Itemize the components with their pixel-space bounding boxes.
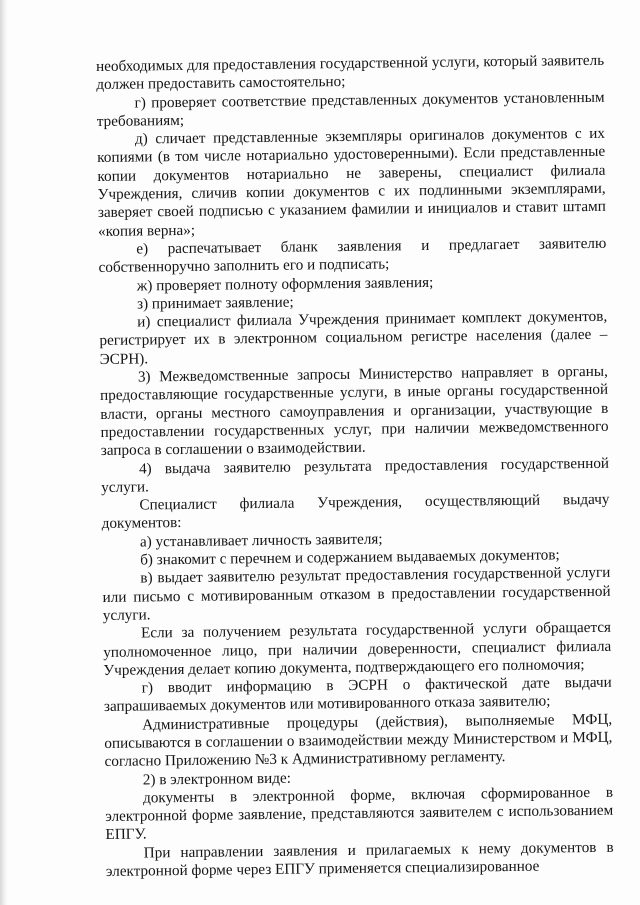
paragraph: в) выдает заявителю результат предоставления государственной услуги или письмо с мотивированным отказом в предоставлении государственной услуги. [102,564,611,624]
paragraph: Специалист филиала Учреждения, осуществляющий выдачу документов: [101,490,610,533]
paragraph: документы в электронной форме, включая сформированное в электронной форме заявление, представляются заявителем с использованием ЕПГУ. [105,783,614,844]
paragraph: е) распечатывает бланк заявления и предлагает заявителю собственноручно заполнить его и подписать; [98,234,607,277]
paragraph: 4) выдача заявителю результата предоставления государственной услуги. [101,454,610,496]
scan-edge-shadow [0,0,8,905]
paragraph: 3) Межведомственные запросы Министерство направляет в органы, предоставляющие государственные услуги, в иные органы государственной власти, органы местного самоуправления и организации, участвующие в предоставлении государственных услуг, при наличии межведомственного запроса в соглашении о взаимодействии. [100,362,609,460]
paragraph: з) принимает заявление; [136,293,294,313]
paragraph: б) знакомит с перечнем и содержанием выдаваемых документов; [140,546,560,569]
paragraph: и) специалист филиала Учреждения принимает комплект документов, регистрирует их в электронном социальном регистре населения (далее – ЭСРН). [99,307,608,368]
paragraph: г) проверяет соответствие представленных документов установленным требованиям; [96,88,605,130]
paragraph: д) сличает представленные экземпляры оригиналов документов с их копиями (в том числе нотариально удостоверенными). Если представленные копии документов нотариально не заверены, специалист филиала Учреждения, сличив копии документов с их подлинными экземплярами, заверяет своей подписью с указанием фамилии и инициалов и ставит штамп «копия верна»; [97,124,606,240]
paragraph: необходимых для предоставления государственной услуги, который заявитель должен предоставить самостоятельно; [96,51,605,94]
paragraph: При направлении заявления и прилагаемых к нему документов в электронной форме через ЕПГУ применяется специализированное [105,838,614,881]
paragraph: 2) в электронном виде: [142,769,292,789]
paragraph: Если за получением результата государственной услуги обращается уполномоченное лицо, при наличии доверенности, специалист филиала Учреждения делает копию документа, подтверждающего его полномочия; [103,618,612,679]
paragraph: ж) проверяет полноту оформления заявления; [136,273,434,295]
document-body [96,52,614,882]
paragraph: а) устанавливает личность заявителя; [139,530,383,551]
paragraph: г) вводит информацию в ЭСРН о фактической дате выдачи запрашиваемых документов или мотивированного отказа заявителю; [103,673,612,716]
paragraph: Административные процедуры (действия), выполняемые МФЦ, описываются в соглашении о взаимодействии между Министерством и МФЦ, согласно Приложению №3 к Административному регламенту. [104,710,613,771]
